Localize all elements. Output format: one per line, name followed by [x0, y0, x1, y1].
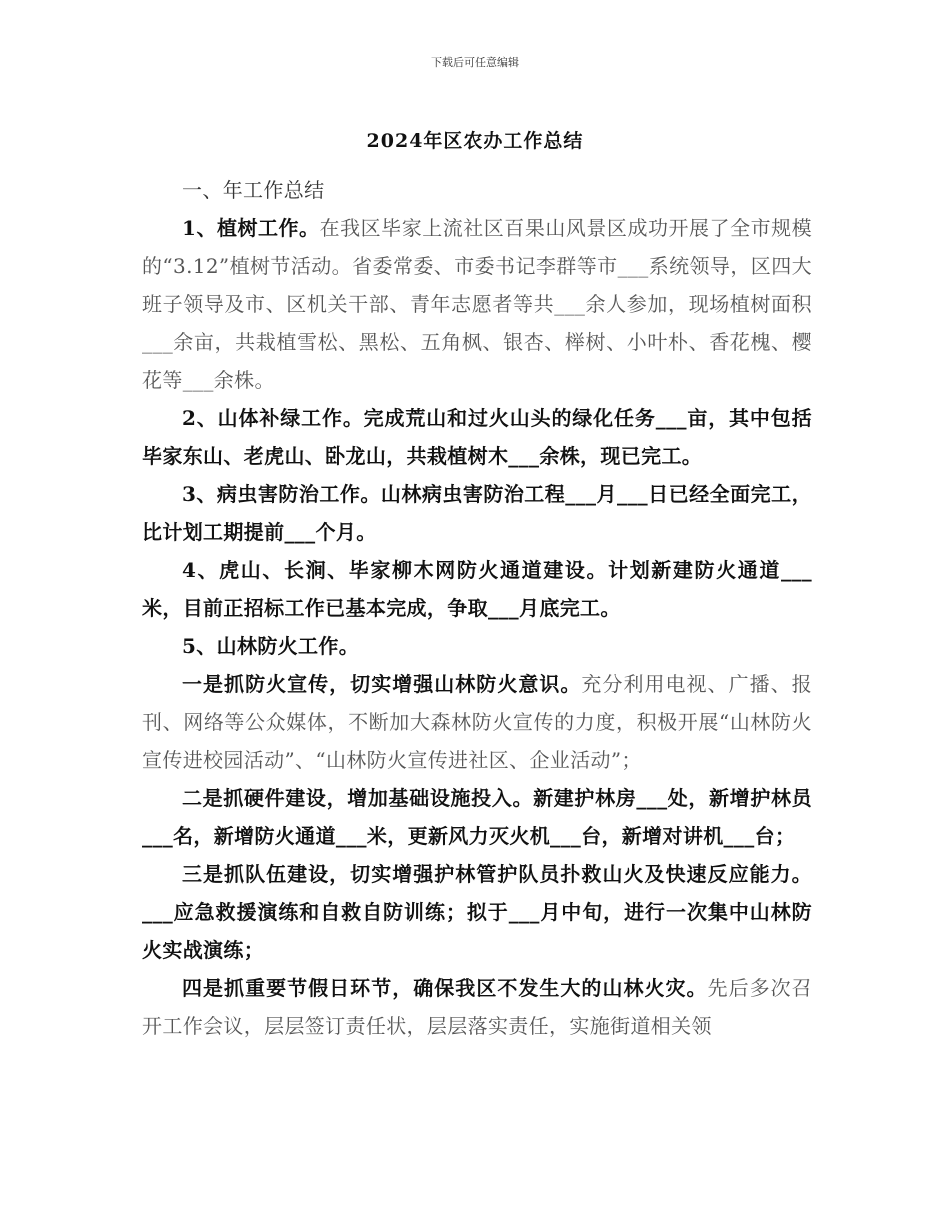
paragraph-point-1: [142, 665, 812, 779]
paragraph-point-3: 三是抓队伍建设，切实增强护林管护队员扑救山火及快速反应能力。___应急救援演练和自救自防训练；拟于___月中旬，进行一次集中山林防火实战演练；: [142, 862, 812, 962]
document-title: 2024年区农办工作总结: [366, 130, 584, 152]
point-4-text: 先后多次召开工作会议，层层签订责任状，层层落实责任，实施街道相关领: [142, 976, 813, 1038]
item-1-lead: 1、植树工作。: [182, 216, 320, 240]
item-1-text: 在我区毕家上流社区百果山风景区成功开展了全市规模的“3.12”植树节活动。省委常委、市委书记李群等市___系统领导，区四大班子领导及市、区机关干部、青年志愿者等共___余人参加，现场植树面积___余亩，共栽植雪松、黑松、五角枫、银杏、榉树、小叶朴、香花槐、樱花等___余株。: [142, 216, 812, 392]
paragraph-item-4: 4、虎山、长涧、毕家柳木网防火通道建设。计划新建防火通道___米，目前正招标工作已基本完成，争取___月底完工。: [142, 558, 812, 620]
point-1-lead: 一是抓防火宣传，切实增强山林防火意识。: [182, 672, 582, 696]
section-heading: 一、年工作总结: [182, 178, 325, 202]
paragraph-item-2: 2、山体补绿工作。完成荒山和过火山头的绿化任务___亩，其中包括毕家东山、老虎山、卧龙山，共栽植树木___余株，现已完工。: [142, 406, 812, 468]
paragraph-point-2: 二是抓硬件建设，增加基础设施投入。新建护林房___处，新增护林员___名，新增防火通道___米，更新风力灭火机___台，新增对讲机___台；: [142, 786, 812, 848]
page-header: 下载后可任意编辑: [431, 56, 519, 69]
point-1-text: 充分利用电视、广播、报刊、网络等公众媒体，不断加大森林防火宣传的力度，积极开展“山林防火宣传进校园活动”、“山林防火宣传进社区、企业活动”；: [142, 672, 812, 772]
paragraph-item-3: 3、病虫害防治工作。山林病虫害防治工程___月___日已经全面完工，比计划工期提前___个月。: [142, 482, 812, 544]
paragraph-item-5: 5、山林防火工作。: [182, 634, 360, 658]
point-4-lead: 四是抓重要节假日环节，确保我区不发生大的山林火灾。: [182, 976, 708, 1000]
paragraph-point-4: [142, 969, 812, 1045]
document-body: [142, 171, 812, 1045]
paragraph-item-1: [142, 209, 812, 399]
